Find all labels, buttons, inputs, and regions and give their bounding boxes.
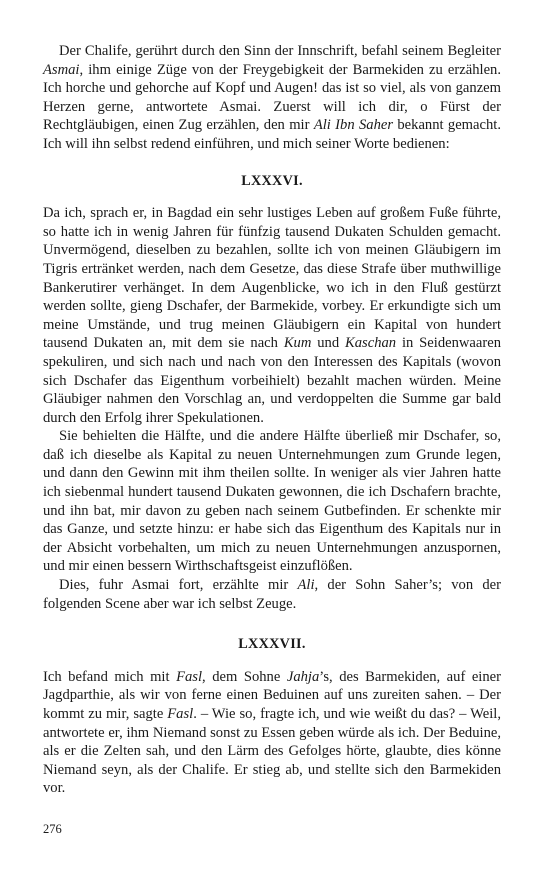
name-kum: Kum	[283, 335, 312, 352]
book-page	[43, 42, 501, 798]
intro-paragraph	[43, 42, 501, 154]
text-run: in Seidenwaaren spekuliren, und sich nach und nach von den Interessen des Kapitals (wovon sich Dschafer das Eigenthum vorbeihielt) bezahlt machen würden. Meine Gläubiger nahmen den Vorschlag an, und verdoppelten die Summe gar bald durch den Erfolg ihrer Spekulationen.	[43, 335, 502, 426]
name-ali-ibn-saher: Ali Ibn Saher	[313, 117, 394, 134]
text-run: Da ich, sprach er, in Bagdad ein sehr lustiges Leben auf großem Fuße führte, so hatte ich in wenig Jahren für fünfzig tausend Dukaten Schulden gemacht. Unvermögend, dieselben zu bezahlen, sollte ich von meinen Gläubigern im Tigris ertränket werden, nach dem Gesetze, das diese Strafe über muthwillige Bankerutirer verhänget. In dem Augenblicke, wo ich in den Fluß gestürzt werden sollte, gieng Dschafer, der Barmekide, vorbey. Er erkundigte sich um meine Umstände, und trug meinen Gläubigern ein Kapital von hundert tausend Dukaten an, mit dem sie nach	[43, 205, 501, 352]
page-number: 276	[43, 822, 62, 836]
section1-paragraph-1	[43, 204, 501, 427]
name-ali: Ali	[297, 577, 315, 594]
name-kaschan: Kaschan	[345, 335, 397, 352]
text-run: , der Sohn Saher’s; von der folgenden Scene aber war ich selbst Zeuge.	[43, 577, 502, 612]
text-run: Dies, fuhr Asmai fort, erzählte mir	[59, 577, 298, 594]
section2-paragraph-1	[43, 668, 501, 798]
text-run: bekannt gemacht. Ich will ihn selbst redend einführen, und mich seiner Worte bedienen:	[43, 117, 501, 152]
section-heading-lxxxvi: LXXXVI.	[241, 172, 303, 189]
text-run: , dem Sohne	[202, 668, 287, 685]
section1-paragraph-2: Sie behielten die Hälfte, und die andere Hälfte überließ mir Dschafer, so, daß ich dieselbe als Kapital zu neuen Unternehmungen zum Grunde legen, und dann den Gewinn mit ihm theilen sollte. In weniger als vier Jahren hatte ich siebenmal hundert tausend Dukaten gewonnen, die ich Dschafern brachte, und ihn bat, mir davon zu geben nach seinem Gutbefinden. Er schenkte mir das Ganze, und setzte hinzu: er habe sich das Eigenthum des Kapitals nur in der Absicht vorbehalten, um mich zu neuen Unternehmungen anzuspornen, und mir einen bessern Wirthschaftsgeist einzuflößen.	[43, 428, 501, 575]
text-run: , ihm einige Züge von der Freygebigkeit der Barmekiden zu erzählen. Ich horche und gehorche auf Kopf und Augen! das ist so viel, als von ganzem Herzen gerne, antwortete Asmai. Zuerst will ich dir, o Fürst der Rechtgläubigen, einen Zug erzählen, den mir	[43, 61, 501, 134]
name-asmai: Asmai	[43, 61, 80, 78]
text-run: Ich befand mich mit	[43, 668, 177, 685]
section1-paragraph-3	[43, 576, 501, 613]
text-run: Der Chalife, gerührt durch den Sinn der Innschrift, befahl seinem Begleiter	[59, 43, 501, 59]
text-run: und	[311, 335, 346, 352]
name-jahja: Jahja	[286, 668, 320, 685]
text-run: ’s, des Barmekiden, auf einer Jagdparthie, als wir von ferne einen Beduinen auf uns zureiten sahen. – Der kommt zu mir, sagte	[43, 668, 501, 722]
name-fasl: Fasl	[176, 668, 203, 685]
name-fasl: Fasl	[167, 706, 194, 722]
text-run: . – Wie so, fragte ich, und wie weißt du das? – Weil, antwortete er, ihm Niemand sonst zu Essen geben würde als ich. Der Beduine, als er die Zelten sah, und den Lärm des Gefolges hörte, glaubte, dies könne Niemand seyn, als der Chalife. Er stieg ab, und stellte sich den Barmekiden vor.	[43, 706, 501, 797]
section-heading-lxxxvii: LXXXVII.	[238, 636, 306, 653]
